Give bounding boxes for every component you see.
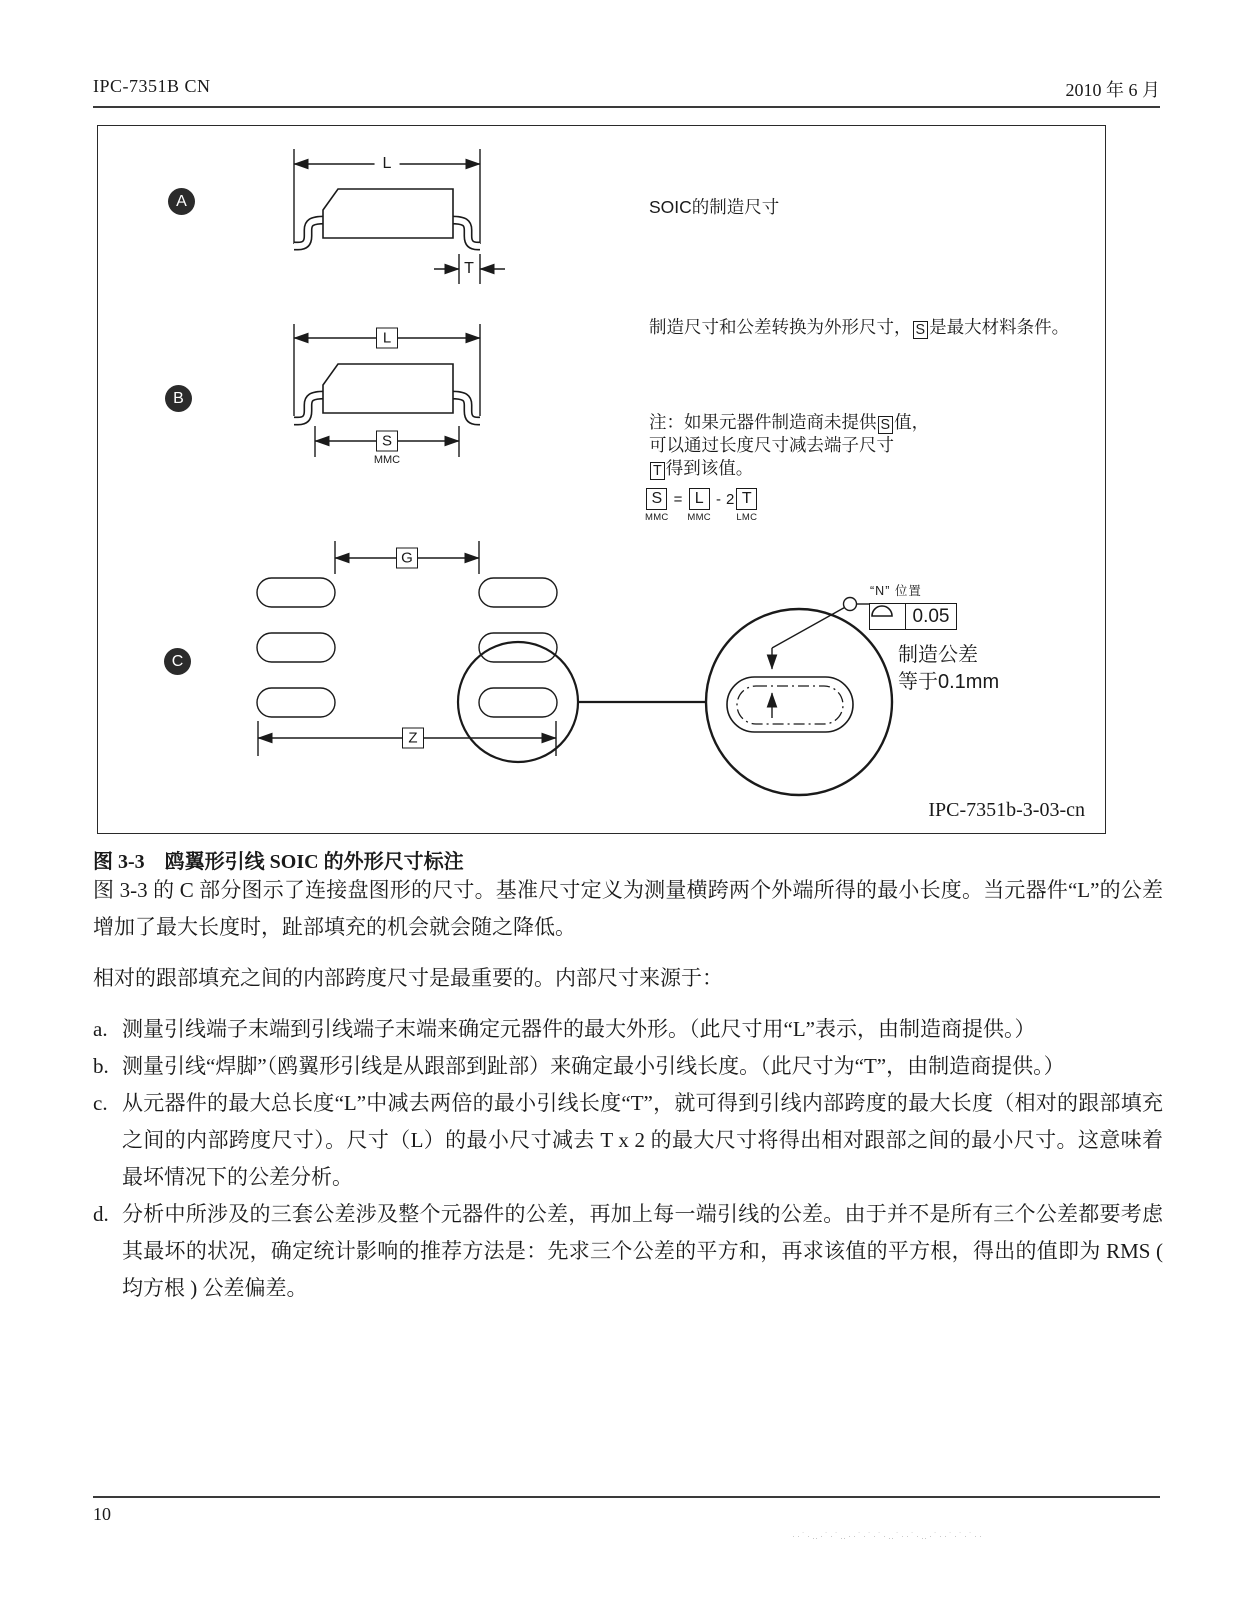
tolerance-value: 0.05 bbox=[912, 605, 950, 627]
formula-t-box: T bbox=[736, 488, 757, 510]
figure-credit: IPC-7351b-3-03-cn bbox=[928, 799, 1085, 821]
formula-t-stack bbox=[736, 488, 757, 523]
panel-b-note2-line2: 可以通过长度尺寸减去端子尺寸 bbox=[649, 435, 894, 456]
list-text-d: 分析中所涉及的三套公差涉及整个元器件的公差，再加上每一端引线的公差。由于并不是所有三个公差都要考虑其最坏的状况，确定统计影响的推荐方法是：先求三个公差的平方和，再求该值的平方根，得出的值即为 RMS ( 均方根 ) 公差偏差。 bbox=[122, 1202, 1163, 1300]
list-item-b bbox=[93, 1048, 1163, 1085]
panel-a-note: SOIC的制造尺寸 bbox=[649, 197, 780, 217]
note2-l1-post: 值， bbox=[894, 412, 930, 432]
list-item-a bbox=[93, 1011, 1163, 1048]
formula-s-equals-l-minus-2t bbox=[645, 488, 757, 523]
formula-l-box: L bbox=[689, 488, 710, 510]
footer-rule bbox=[93, 1496, 1160, 1498]
note2-l1-pre: 注：如果元器件制造商未提供 bbox=[649, 412, 877, 432]
formula-equals: = bbox=[673, 491, 683, 508]
n-position-label: “N” 位置 bbox=[870, 584, 922, 598]
list-item-d bbox=[93, 1196, 1163, 1307]
profile-symbol-icon bbox=[870, 604, 906, 629]
list-item-c bbox=[93, 1085, 1163, 1196]
boxed-t-inline: T bbox=[650, 462, 665, 480]
tolerance-note-line1: 制造公差 bbox=[898, 644, 978, 666]
figure-caption: 图 3-3 鸥翼形引线 SOIC 的外形尺寸标注 bbox=[93, 851, 464, 873]
list-marker-b: b. bbox=[93, 1054, 109, 1078]
panel-b-note2-line3 bbox=[649, 457, 929, 480]
list-marker-d: d. bbox=[93, 1202, 109, 1226]
panel-b-badge: B bbox=[165, 385, 192, 412]
header-doc-id: IPC-7351B CN bbox=[93, 76, 211, 96]
list-text-a: 测量引线端子末端到引线端子末端来确定元器件的最大外形。（此尺寸用“L”表示，由制造商提供。） bbox=[122, 1017, 1036, 1041]
panel-b-note2 bbox=[649, 411, 929, 480]
dim-label-T-a: T bbox=[461, 260, 477, 278]
footer-watermark: ··˙·‥·˙·˙‥··˙·˙·˙·‥˙··˙·‥·˙··˙·˙·˙·· bbox=[792, 1531, 984, 1541]
header-rule bbox=[93, 106, 1160, 108]
dim-box-Z: Z bbox=[402, 728, 424, 749]
list-text-b: 测量引线“焊脚”（鸥翼形引线是从跟部到趾部）来确定最小引线长度。（此尺寸为“T”，由制造商提供。） bbox=[122, 1054, 1065, 1078]
formula-s-stack bbox=[645, 488, 669, 523]
figure-3-3 bbox=[97, 125, 1106, 834]
dim-label-L-a: L bbox=[375, 155, 400, 173]
dim-sub-mmc: MMC bbox=[373, 454, 401, 466]
page-number: 10 bbox=[93, 1504, 111, 1524]
formula-s-box: S bbox=[646, 488, 667, 510]
dim-box-G: G bbox=[396, 548, 418, 569]
header-date: 2010 年 6 月 bbox=[1065, 80, 1160, 100]
dim-box-S-b: S bbox=[376, 431, 398, 452]
list-marker-a: a. bbox=[93, 1017, 108, 1041]
formula-coef: 2 bbox=[725, 491, 735, 508]
formula-s-sub: MMC bbox=[645, 512, 669, 523]
note2-l3-post: 得到该值。 bbox=[665, 457, 754, 478]
paragraph-2: 相对的跟部填充之间的内部跨度尺寸是最重要的。内部尺寸来源于： bbox=[93, 966, 723, 990]
panel-b-note-pre: 制造尺寸和公差转换为外形尺寸， bbox=[649, 317, 912, 337]
dim-box-L-b: L bbox=[376, 328, 398, 349]
panel-c-drawing bbox=[257, 541, 892, 795]
panel-a-badge: A bbox=[168, 188, 195, 215]
formula-l-stack bbox=[687, 488, 711, 523]
panel-b-note2-line1 bbox=[649, 411, 929, 434]
boxed-s-inline: S bbox=[913, 321, 929, 339]
body-text bbox=[93, 872, 1163, 1307]
panel-c-badge: C bbox=[164, 648, 191, 675]
formula-minus: - bbox=[715, 491, 721, 508]
paragraph-1: 图 3-3 的 C 部分图示了连接盘图形的尺寸。基准尺寸定义为测量横跨两个外端所得的最小长度。当元器件“L”的公差增加了最大长度时，趾部填充的机会就会随之降低。 bbox=[93, 878, 1163, 939]
tolerance-note-line2: 等于0.1mm bbox=[898, 671, 1000, 693]
list-marker-c: c. bbox=[93, 1091, 108, 1115]
figure-drawing bbox=[98, 126, 1105, 833]
formula-l-sub: MMC bbox=[687, 512, 711, 523]
boxed-s-inline-2: S bbox=[878, 416, 894, 434]
feature-control-frame bbox=[869, 603, 957, 630]
panel-b-note-post: 是最大材料条件。 bbox=[929, 317, 1070, 337]
manufacturing-tolerance-note bbox=[898, 642, 999, 696]
panel-b-note bbox=[649, 316, 1069, 339]
list-text-c: 从元器件的最大总长度“L”中减去两倍的最小引线长度“T”，就可得到引线内部跨度的最大长度（相对的跟部填充之间的内部跨度尺寸）。尺寸（L）的最小尺寸减去 T x 2 的最大尺寸将得出相对跟部之间的最小尺寸。这意味着最坏情况下的公差分析。 bbox=[122, 1091, 1163, 1189]
formula-t-sub: LMC bbox=[736, 512, 758, 523]
